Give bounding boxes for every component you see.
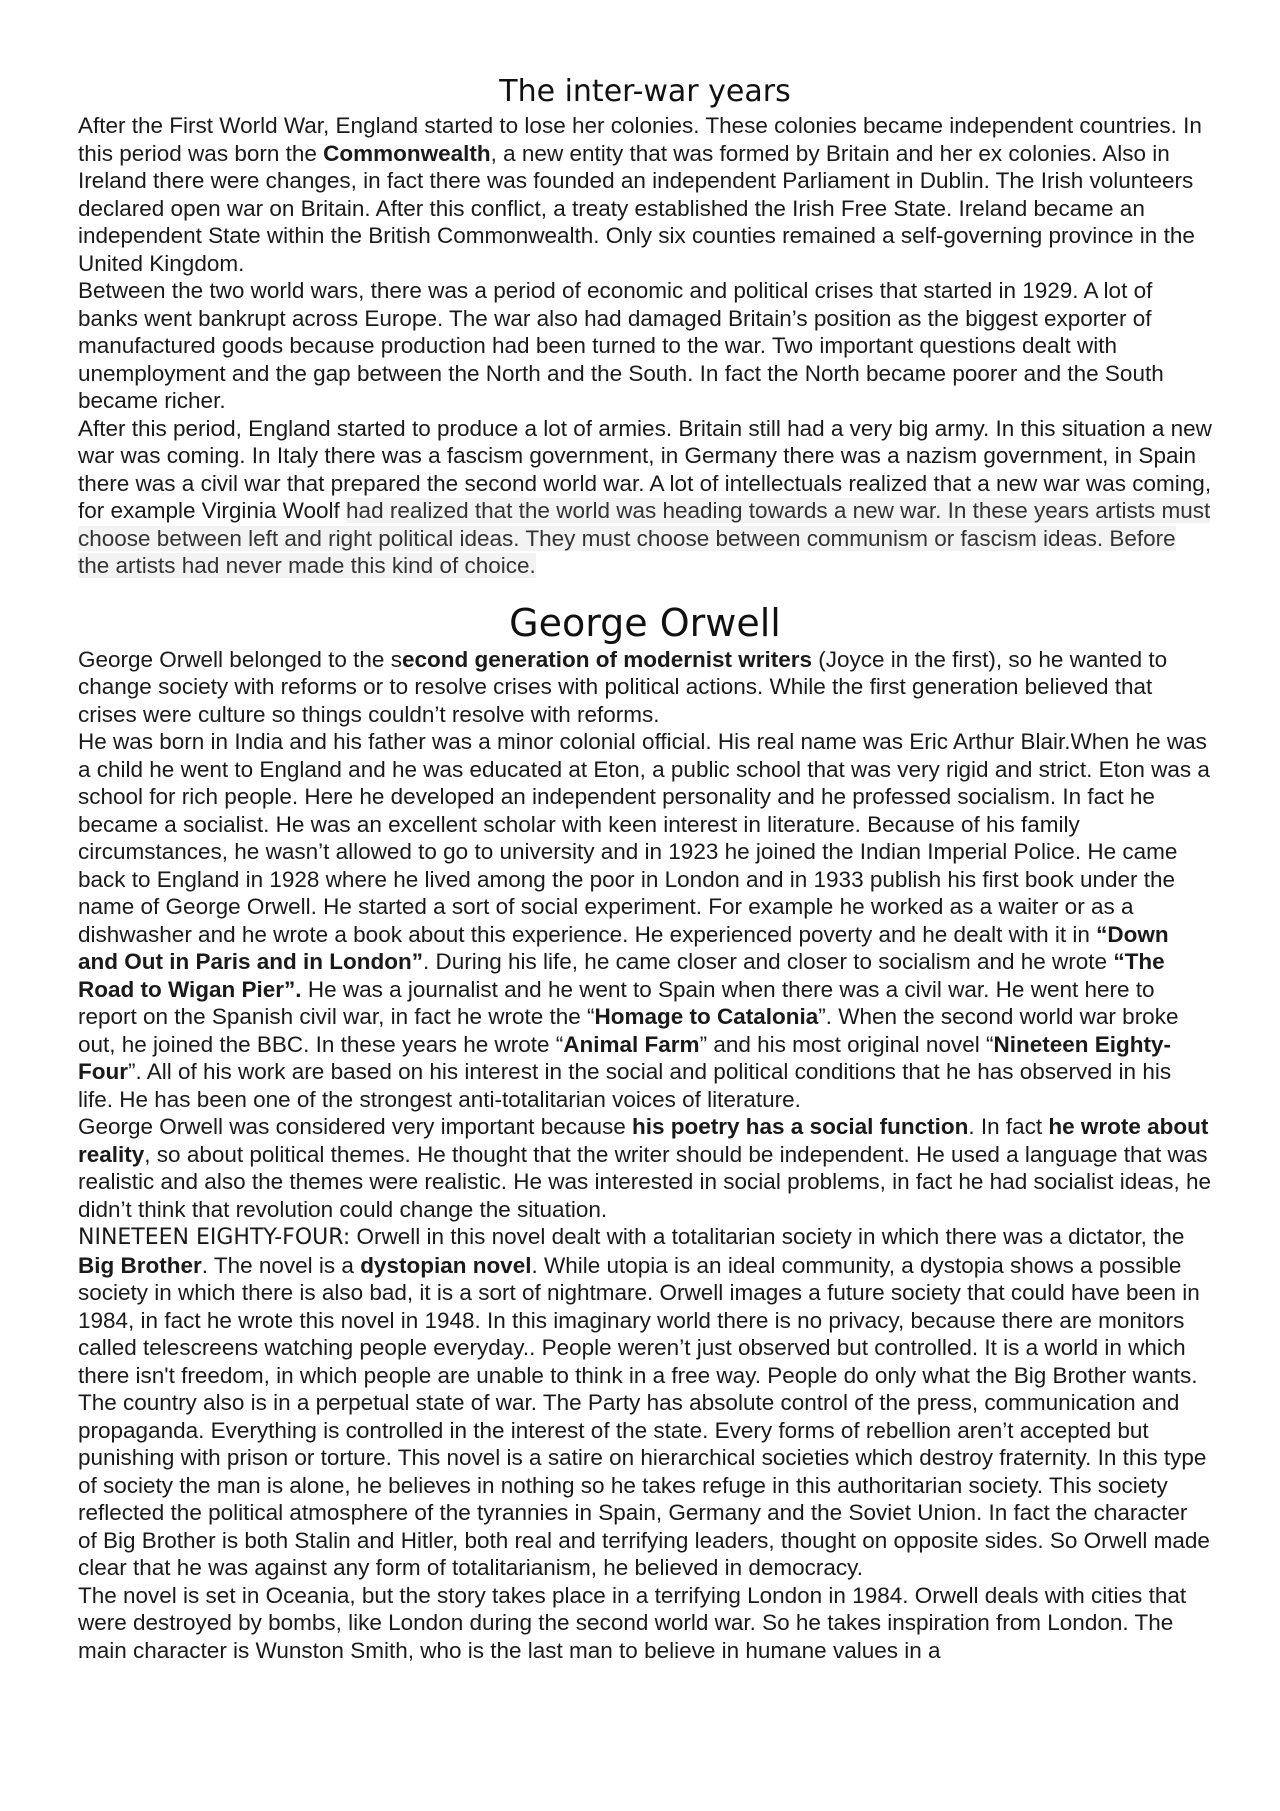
text-run: (Joyce in the first), so he wanted to change society with reforms or to resolve crises with political actions. While the first generation believed that crises were culture so things couldn’t resolve with reforms. <box>78 646 1168 727</box>
bold-text: his poetry has a social function <box>632 1114 969 1139</box>
paragraph <box>78 646 1212 729</box>
text-run: He was born in India and his father was a minor colonial official. His real name was Eric Arthur Blair.When he was a child he went to England and he was educated at Eton, a public school that was very rigid and strict. Eton was a school for rich people. Here he developed an independent personality and he professed socialism. In fact he became a socialist. He was an excellent scholar with keen interest in literature. Because of his family circumstances, he wasn’t allowed to go to university and in 1923 he joined the Indian Imperial Police. He came back to England in 1928 where he lived among the poor in London and in 1933 publish his first book under the name of George Orwell. He started a sort of social experiment. For example he worked as a waiter or as a dishwasher and he wrote a book about this experience. He experienced poverty and he dealt with it in <box>78 729 1210 947</box>
bold-text: “The Road to Wigan Pier”. <box>78 949 1165 1002</box>
text-run: had realized that the world was heading towards a new war. In these years artists must choose between left and right political ideas. They must choose between communism or fascism ideas. Before the artists had never made this kind of choice. <box>78 498 1211 578</box>
text-run: . The novel is a <box>201 1252 361 1278</box>
text-run: . In fact <box>968 1114 1049 1139</box>
bold-text: Nineteen Eighty-Four <box>78 1031 1171 1084</box>
bold-text: Homage to Catalonia <box>594 1004 819 1029</box>
bold-text: econd generation of modernist writers <box>401 646 813 672</box>
bold-text: dystopian novel <box>360 1252 532 1278</box>
text-run: George Orwell was considered very important because <box>78 1114 633 1139</box>
section-title-orwell: George Orwell <box>509 600 781 645</box>
paragraph <box>78 1582 1212 1665</box>
text-run: George Orwell belonged to the s <box>78 646 402 672</box>
paragraph <box>78 415 1212 580</box>
bold-text: “Down and Out in Paris and in London” <box>78 921 1169 974</box>
text-run: He was a journalist and he went to Spain when there was a civil war. He went here to report on the Spanish civil war, in fact he wrote the “ <box>78 976 1155 1029</box>
paragraph <box>78 112 1212 277</box>
text-run: . During his life, he came closer and closer to socialism and he wrote <box>423 949 1114 974</box>
text-run: ”. When the second world war broke out, he joined the BBC. In these years he wrote “ <box>78 1004 1179 1057</box>
paragraph <box>78 728 1212 1113</box>
paragraph <box>78 277 1212 415</box>
text-run: . While utopia is an ideal community, a dystopia shows a possible society in which there is also bad, it is a sort of nightmare. Orwell images a future society that could have been in 1984, in fact he wrote this novel in 1948. In this imaginary world there is no privacy, because there are monitors called telescreens watching people everyday.. People weren’t just observed but controlled. It is a world in which there isn't freedom, in which people are unable to think in a free way. People do only what the Big Brother wants. The country also is in a perpetual state of war. The Party has absolute control of the press, communication and propaganda. Everything is controlled in the interest of the state. Every forms of rebellion aren’t accepted but punishing with prison or torture. This novel is a satire on hierarchical societies which destroy fraternity. In this type of society the man is alone, he believes in nothing so he takes refuge in this authoritarian society. This society reflected the political atmosphere of the tyrannies in Spain, Germany and the Soviet Union. In fact the character of Big Brother is both Stalin and Hitler, both real and terrifying leaders, thought on opposite sides. So Orwell made clear that he was against any form of totalitarianism, he believed in democracy. <box>78 1252 1210 1580</box>
bold-text: Commonwealth <box>323 140 491 166</box>
text-run: After the First World War, England started to lose her colonies. These colonies became independent countries. In this period was born the <box>78 113 1202 166</box>
text-run: NINETEEN EIGHTY-FOUR: <box>78 1225 351 1250</box>
text-run: , so about political themes. He thought that the writer should be independent. He used a language that was realistic and also the themes were realistic. He was interested in social problems, in fact he had socialist ideas, he didn’t think that revolution could change the situation. <box>78 1141 1212 1222</box>
text-run: Orwell in this novel dealt with a totalitarian society in which there was a dictator, the <box>350 1224 1185 1249</box>
text-run: The novel is set in Oceania, but the story takes place in a terrifying London in 1984. Orwell deals with cities that were destroyed by bombs, like London during the second world war. So he takes inspiration from London. The main character is Wunston Smith, who is the last man to believe in humane values in a <box>78 1582 1187 1663</box>
paragraph <box>78 1113 1212 1223</box>
text-run: , a new entity that was formed by Britain and her ex colonies. Also in Ireland there were changes, in fact there was founded an independent Parliament in Dublin. The Irish volunteers declared open war on Britain. After this conflict, a treaty established the Irish Free State. Ireland became an independent State within the British Commonwealth. Only six counties remained a self-governing province in the United Kingdom. <box>78 140 1195 276</box>
bold-text: Animal Farm <box>563 1031 700 1057</box>
paragraph <box>78 1223 1212 1582</box>
text-run: After this period, England started to produce a lot of armies. Britain still had a very big army. In this situation a new war was coming. In Italy there was a fascism government, in Germany there was a nazism government, in Spain there was a civil war that prepared the second world war. A lot of intellectuals realized that a new war was coming, for example Virginia Woolf <box>78 415 1212 523</box>
document-page <box>78 72 1212 1664</box>
text-run: Between the two world wars, there was a period of economic and political crises that started in 1929. A lot of banks went bankrupt across Europe. The war also had damaged Britain’s position as the biggest exporter of manufactured goods because production had been turned to the war. Two important questions dealt with unemployment and the gap between the North and the South. In fact the North became poorer and the South became richer. <box>78 278 1164 413</box>
bold-text: Big Brother <box>78 1252 202 1278</box>
bold-text: he wrote about reality <box>78 1114 1209 1167</box>
text-run: ”. All of his work are based on his interest in the social and political conditions that he has observed in his life. He has been one of the strongest anti-totalitarian voices of literature. <box>78 1059 1172 1112</box>
section-title-inter-war: The inter-war years <box>499 74 791 109</box>
text-run: ” and his most original novel “ <box>699 1031 994 1057</box>
